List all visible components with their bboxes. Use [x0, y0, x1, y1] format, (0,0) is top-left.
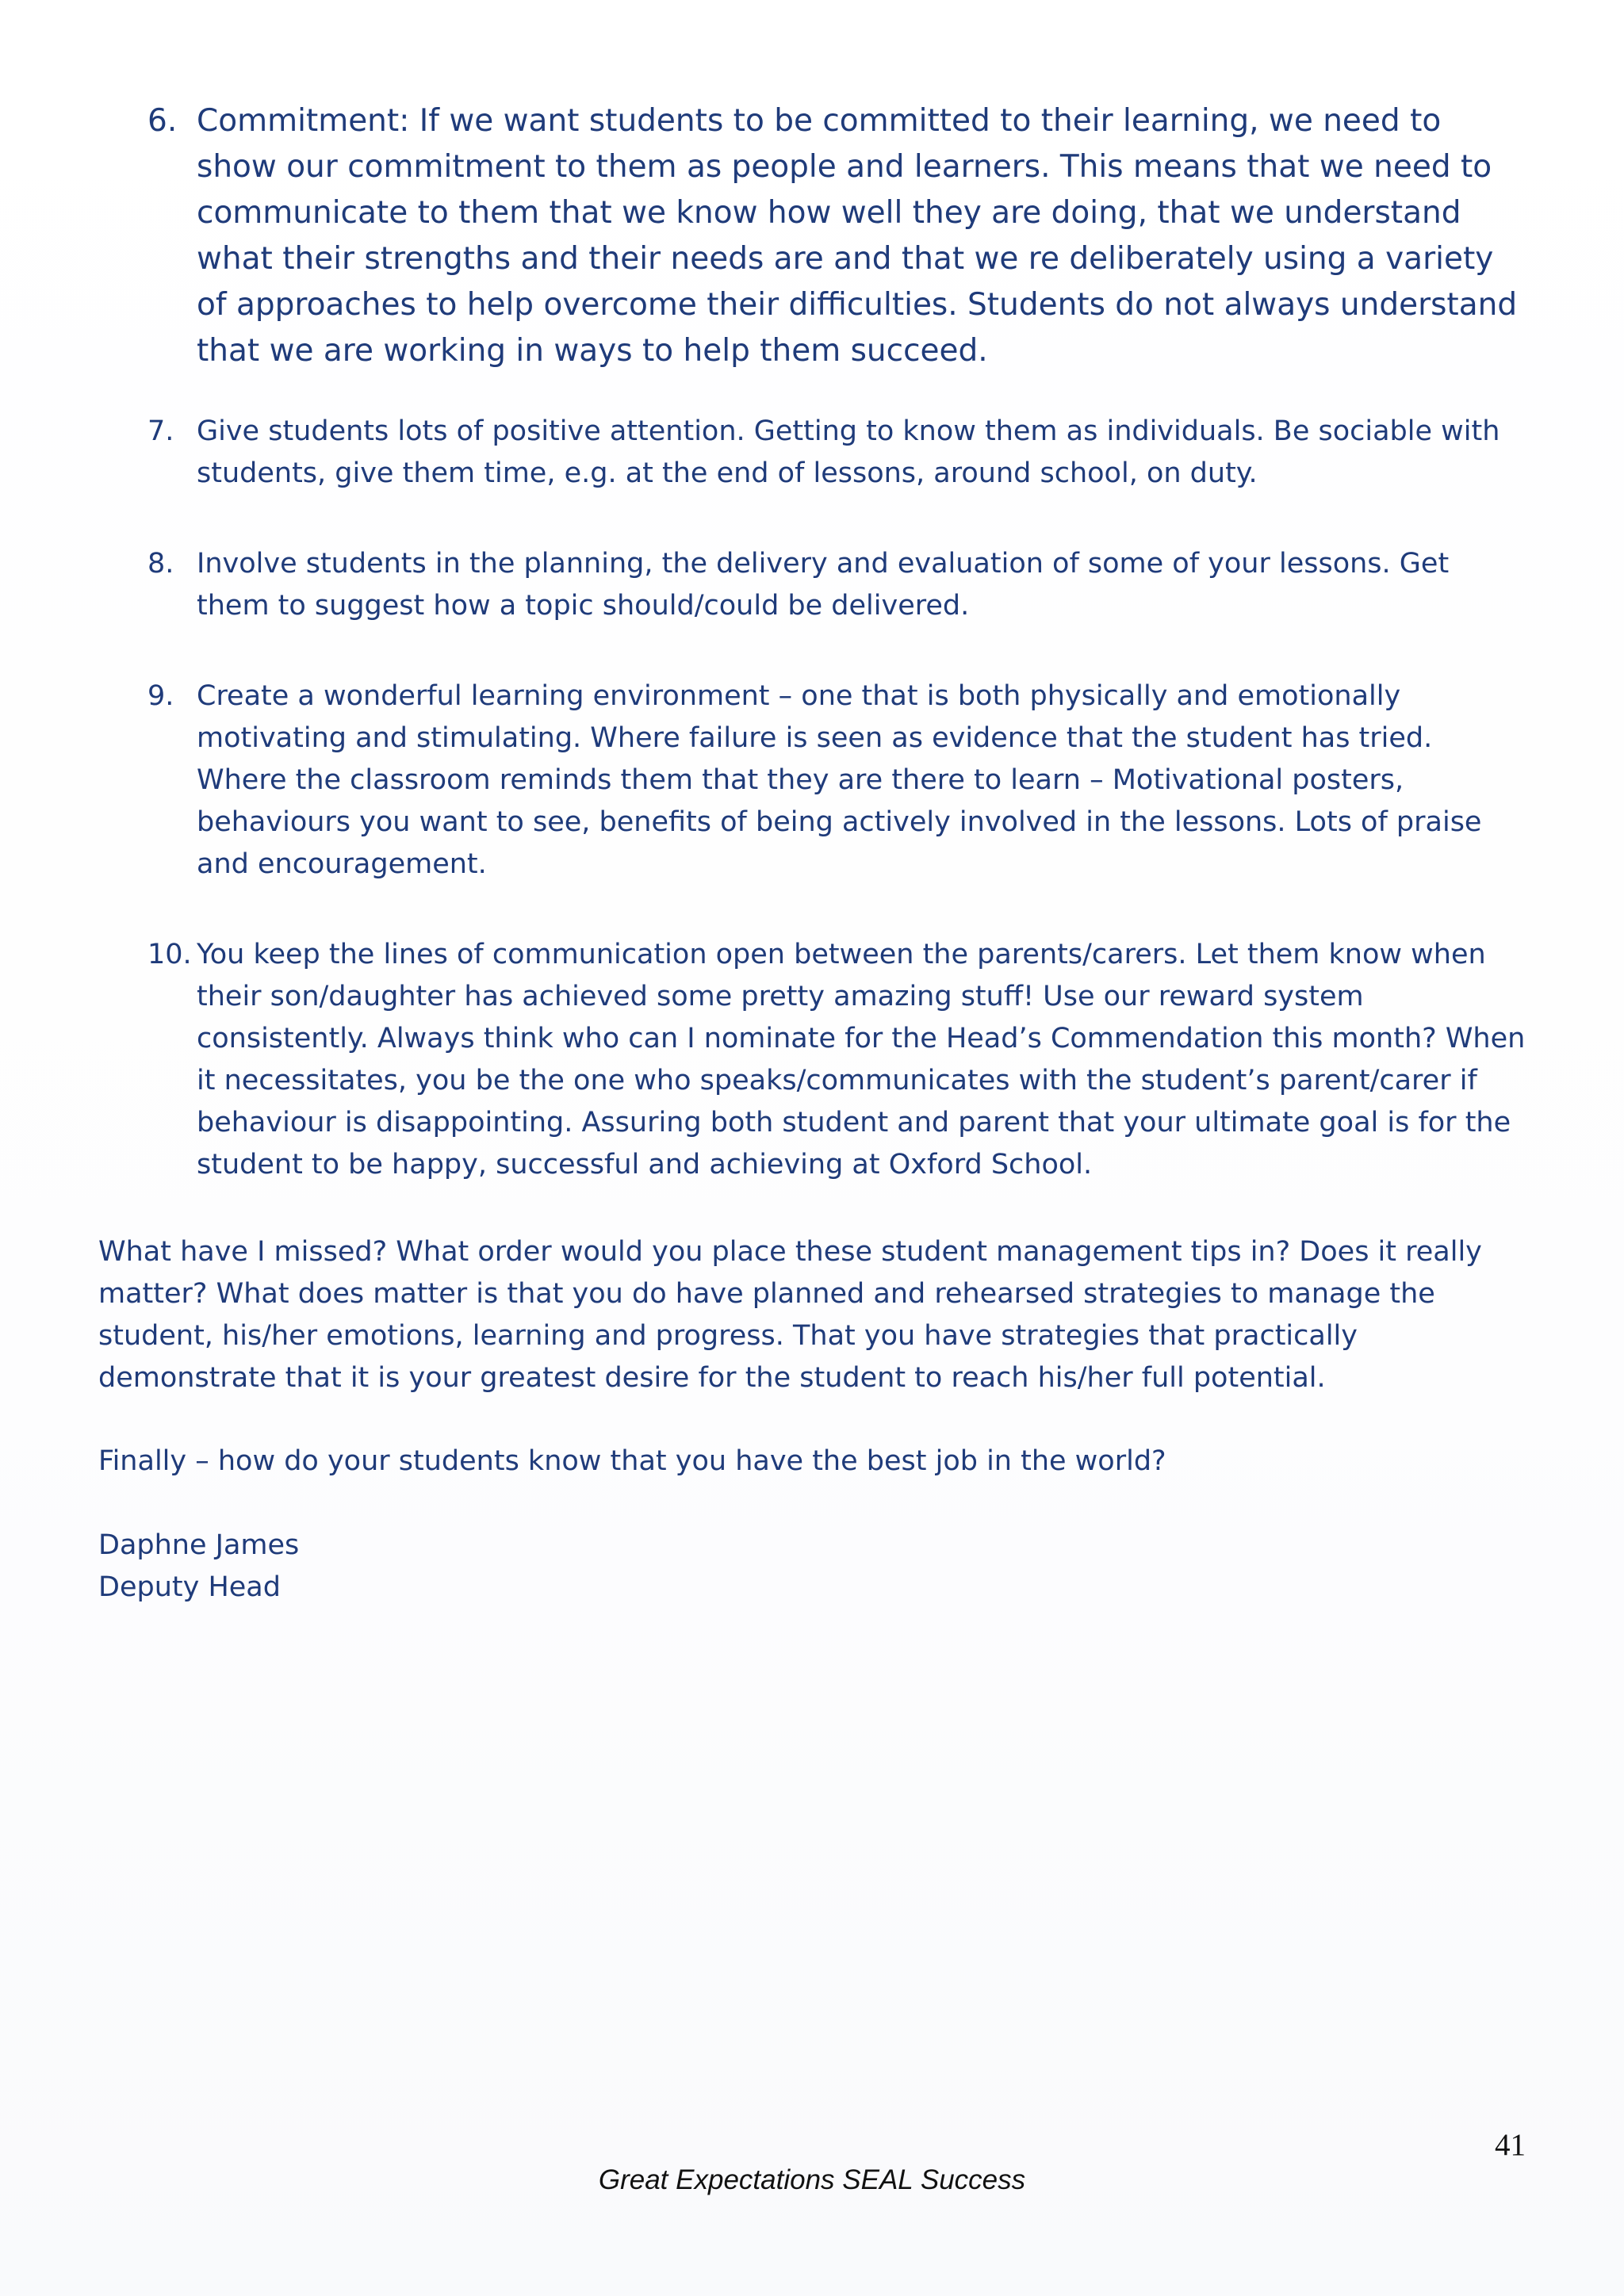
closing-finally: Finally – how do your students know that you have the best job in the world? [98, 1445, 1166, 1477]
item-number: 9. [147, 680, 174, 712]
item-text: Commitment: If we want students to be committed to their learning, we need to show our commitment to them as people and learners. This means that we need to communicate to them that we know how well they are doing, that we understand what their strengths and their needs are and that we re deliberately using a variety of approaches to help overcome their difficulties. Students do not always understand that we are working in ways to help them succeed. [197, 103, 1518, 369]
list-item [147, 543, 1527, 627]
item-text: You keep the lines of communication open between the parents/carers. Let them know when their son/daughter has achieved some pretty amazing stuff! Use our reward system consistently. Always think who can I nominate for the Head’s Commendation this month? When it necessitates, you be the one who speaks/communicates with the student’s parent/carer if behaviour is disappointing. Assuring both student and parent that your ultimate goal is for the student to be happy, successful and achieving at Oxford School. [197, 939, 1526, 1181]
item-number: 6. [147, 103, 178, 139]
signature-name: Daphne James [98, 1529, 300, 1561]
footer-title: Great Expectations SEAL Success [598, 2164, 1026, 2195]
signature [98, 1525, 1527, 1609]
item-number: 10. [147, 939, 192, 970]
list-item [147, 411, 1527, 495]
item-number: 7. [147, 415, 174, 447]
management-tips-list [147, 98, 1527, 1186]
item-text: Involve students in the planning, the delivery and evaluation of some of your lessons. Get them to suggest how a topic should/could be delivered. [197, 548, 1450, 622]
page-number: 41 [1495, 2128, 1526, 2162]
item-text: Give students lots of positive attention. Getting to know them as individuals. Be sociable with students, give them time, e.g. at the end of lessons, around school, on duty. [197, 415, 1500, 489]
signature-role: Deputy Head [98, 1571, 281, 1603]
list-item [147, 675, 1527, 886]
item-number: 8. [147, 548, 174, 580]
list-item [147, 934, 1527, 1186]
list-item [147, 98, 1527, 374]
item-text: Create a wonderful learning environment – one that is both physically and emotionally motivating and stimulating. Where failure is seen as evidence that the student has tried. Where the classroom reminds them that they are there to learn – Motivational posters, behaviours you want to see, benefits of being actively involved in the lessons. Lots of praise and encouragement. [197, 680, 1482, 880]
closing-questions: What have I missed? What order would you place these student management tips in? Does it really matter? What does matter is that you do have planned and rehearsed strategies to manage the student, his/her emotions, learning and progress. That you have strategies that practically demonstrate that it is your greatest desire for the student to reach his/her full potential. [98, 1236, 1482, 1394]
